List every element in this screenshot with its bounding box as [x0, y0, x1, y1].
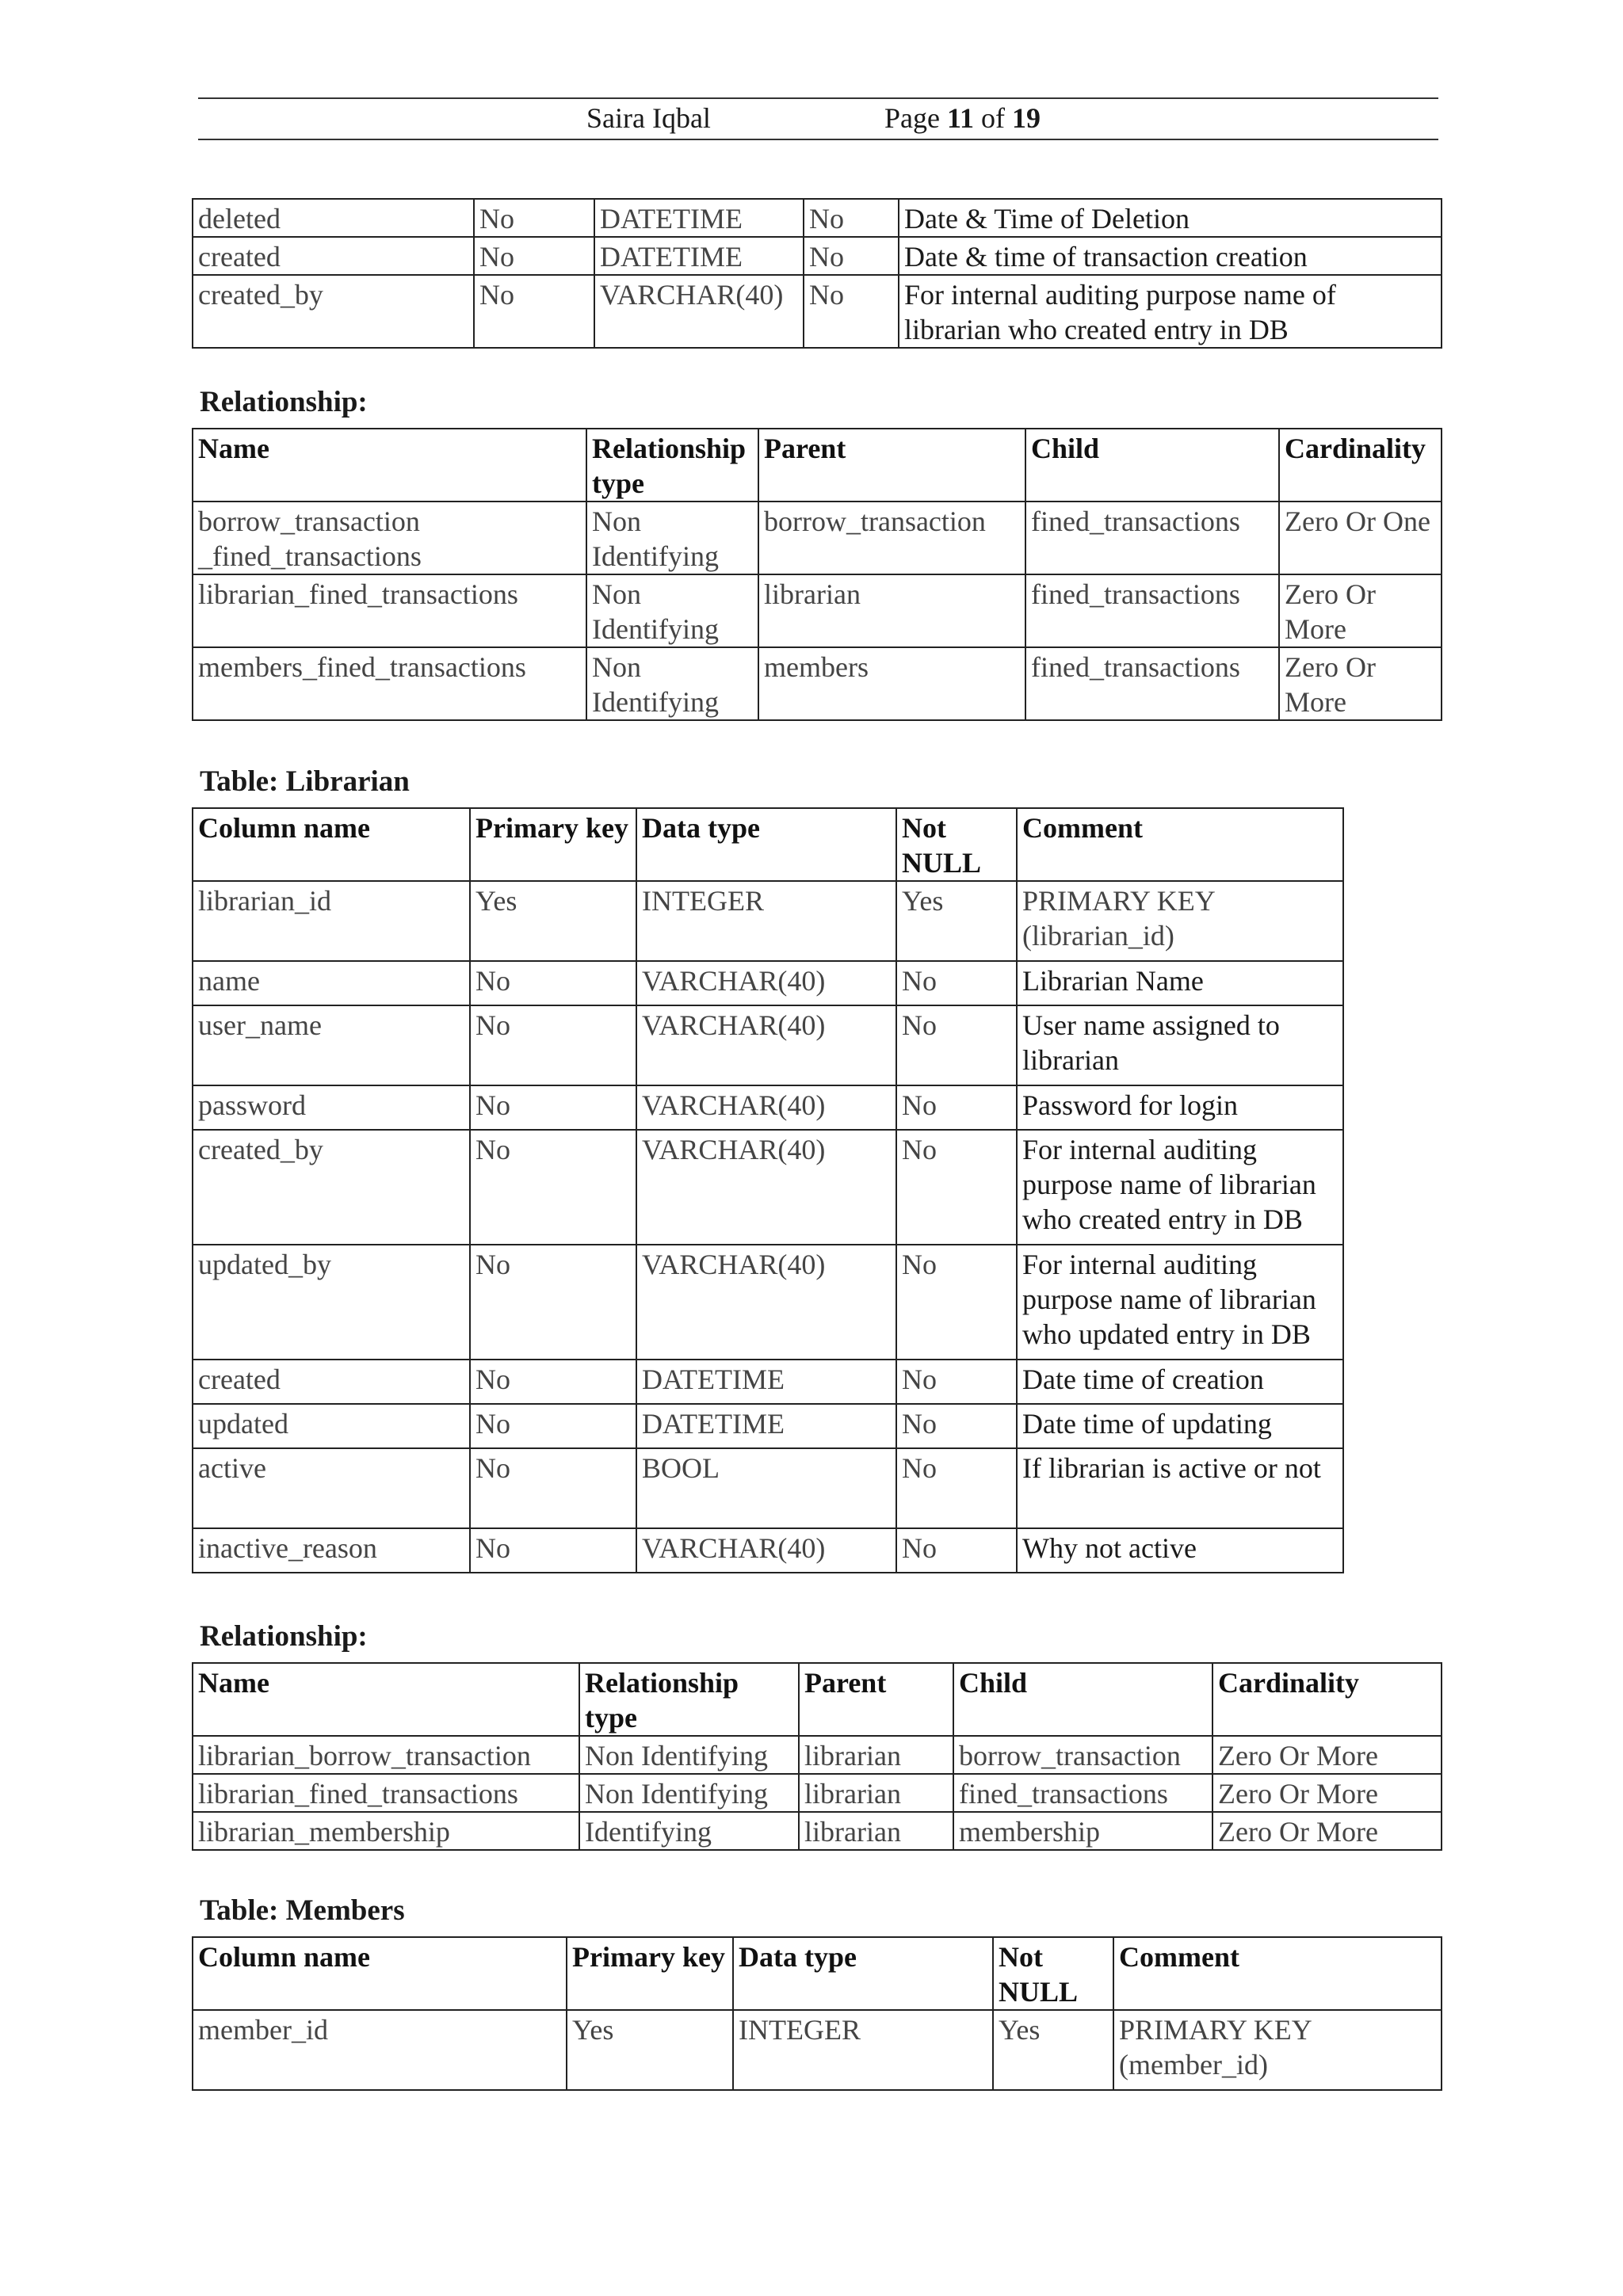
table-cell: No: [896, 1085, 1017, 1130]
table-cell: VARCHAR(40): [636, 961, 896, 1005]
table-header-row: [193, 808, 1343, 881]
table-cell: Why not active: [1017, 1528, 1343, 1573]
table-cell: Zero Or One: [1279, 502, 1442, 574]
column-header: Not NULL: [993, 1937, 1113, 2010]
fined-transactions-columns-table: [192, 198, 1442, 349]
table-cell: Librarian Name: [1017, 961, 1343, 1005]
table-cell: Identifying: [579, 1812, 799, 1850]
table-cell: No: [470, 1404, 636, 1448]
table-cell: No: [470, 961, 636, 1005]
table-cell: created: [193, 237, 474, 275]
column-header: Cardinality: [1279, 429, 1442, 502]
table-cell: fined_transactions: [1025, 574, 1279, 647]
table-row: [193, 1245, 1343, 1360]
table-cell: Zero Or More: [1279, 574, 1442, 647]
fined-transactions-relationship-table: [192, 428, 1442, 721]
table-header-row: [193, 1937, 1442, 2010]
column-header: Column name: [193, 808, 470, 881]
table-header-row: [193, 429, 1442, 502]
table-row: [193, 1005, 1343, 1085]
table-row: [193, 574, 1442, 647]
column-header: Comment: [1017, 808, 1343, 881]
table-cell: librarian_membership: [193, 1812, 579, 1850]
table-cell: members: [758, 647, 1025, 720]
table-cell: name: [193, 961, 470, 1005]
table-cell: fined_transactions: [1025, 647, 1279, 720]
table-row: [193, 237, 1442, 275]
table-row: [193, 1360, 1343, 1404]
column-header: Child: [1025, 429, 1279, 502]
table-cell: members_fined_transactions: [193, 647, 586, 720]
table-cell: No: [470, 1085, 636, 1130]
table-row: [193, 2010, 1442, 2090]
table-cell: Zero Or More: [1212, 1736, 1442, 1774]
librarian-relationship-table: [192, 1662, 1442, 1851]
table-cell: No: [804, 199, 899, 237]
table-cell: DATETIME: [594, 237, 804, 275]
table-cell: user_name: [193, 1005, 470, 1085]
table-cell: PRIMARY KEY (librarian_id): [1017, 881, 1343, 961]
table-cell: No: [804, 237, 899, 275]
table-cell: No: [470, 1005, 636, 1085]
header-bottom-rule: [198, 139, 1438, 140]
relationship-title: Relationship:: [200, 386, 368, 418]
table-cell: No: [896, 1404, 1017, 1448]
table-cell: No: [474, 199, 594, 237]
librarian-table-title: Table: Librarian: [200, 765, 410, 798]
table-cell: Zero Or More: [1212, 1812, 1442, 1850]
table-cell: No: [896, 1360, 1017, 1404]
table-cell: VARCHAR(40): [636, 1005, 896, 1085]
table-cell: Yes: [896, 881, 1017, 961]
table-cell: No: [896, 1448, 1017, 1528]
table-cell: updated_by: [193, 1245, 470, 1360]
table-cell: Password for login: [1017, 1085, 1343, 1130]
column-header: Cardinality: [1212, 1663, 1442, 1736]
table-cell: Date time of updating: [1017, 1404, 1343, 1448]
table-row: [193, 1448, 1343, 1528]
table-cell: For internal auditing purpose name of librarian who created entry in DB: [899, 275, 1442, 348]
table-cell: INTEGER: [733, 2010, 993, 2090]
table-cell: fined_transactions: [1025, 502, 1279, 574]
table-cell: librarian: [799, 1812, 953, 1850]
table-cell: Yes: [993, 2010, 1113, 2090]
column-header: Data type: [733, 1937, 993, 2010]
table-cell: Non Identifying: [586, 502, 758, 574]
table-cell: DATETIME: [636, 1404, 896, 1448]
table-cell: No: [470, 1448, 636, 1528]
column-header: Primary key: [567, 1937, 733, 2010]
table-cell: Yes: [567, 2010, 733, 2090]
column-header: Relationship type: [579, 1663, 799, 1736]
table-cell: borrow_transaction _fined_transactions: [193, 502, 586, 574]
table-cell: created: [193, 1360, 470, 1404]
table-row: [193, 199, 1442, 237]
table-row: [193, 1130, 1343, 1245]
table-cell: inactive_reason: [193, 1528, 470, 1573]
page-number: Page 11 of 19: [884, 102, 1041, 134]
table-cell: DATETIME: [594, 199, 804, 237]
column-header: Relationship type: [586, 429, 758, 502]
table-cell: borrow_transaction: [953, 1736, 1212, 1774]
column-header: Column name: [193, 1937, 567, 2010]
table-cell: BOOL: [636, 1448, 896, 1528]
table-cell: created_by: [193, 275, 474, 348]
table-row: [193, 961, 1343, 1005]
header-top-rule: [198, 97, 1438, 99]
table-cell: Date & time of transaction creation: [899, 237, 1442, 275]
column-header: Name: [193, 429, 586, 502]
table-cell: Non Identifying: [586, 647, 758, 720]
table-cell: DATETIME: [636, 1360, 896, 1404]
table-cell: Date & Time of Deletion: [899, 199, 1442, 237]
table-cell: librarian: [758, 574, 1025, 647]
table-cell: VARCHAR(40): [636, 1245, 896, 1360]
table-row: [193, 1404, 1343, 1448]
table-cell: No: [470, 1528, 636, 1573]
table-cell: active: [193, 1448, 470, 1528]
table-cell: librarian_borrow_transaction: [193, 1736, 579, 1774]
column-header: Parent: [799, 1663, 953, 1736]
table-cell: membership: [953, 1812, 1212, 1850]
column-header: Not NULL: [896, 808, 1017, 881]
table-cell: No: [896, 1245, 1017, 1360]
column-header: Comment: [1113, 1937, 1442, 2010]
members-table: [192, 1936, 1442, 2091]
table-cell: No: [896, 1528, 1017, 1573]
table-cell: VARCHAR(40): [636, 1130, 896, 1245]
table-cell: VARCHAR(40): [594, 275, 804, 348]
members-table-title: Table: Members: [200, 1894, 405, 1927]
table-cell: updated: [193, 1404, 470, 1448]
table-cell: For internal auditing purpose name of librarian who created entry in DB: [1017, 1130, 1343, 1245]
table-cell: librarian_fined_transactions: [193, 1774, 579, 1812]
table-cell: No: [470, 1360, 636, 1404]
table-cell: librarian: [799, 1774, 953, 1812]
table-cell: No: [470, 1245, 636, 1360]
table-cell: PRIMARY KEY (member_id): [1113, 2010, 1442, 2090]
table-cell: member_id: [193, 2010, 567, 2090]
table-cell: Non Identifying: [579, 1774, 799, 1812]
table-cell: librarian: [799, 1736, 953, 1774]
column-header: Child: [953, 1663, 1212, 1736]
table-cell: Zero Or More: [1279, 647, 1442, 720]
table-cell: Yes: [470, 881, 636, 961]
table-cell: No: [474, 237, 594, 275]
table-cell: No: [896, 961, 1017, 1005]
table-row: [193, 1736, 1442, 1774]
table-cell: No: [896, 1005, 1017, 1085]
table-row: [193, 881, 1343, 961]
table-cell: librarian_fined_transactions: [193, 574, 586, 647]
table-cell: Date time of creation: [1017, 1360, 1343, 1404]
table-cell: INTEGER: [636, 881, 896, 961]
table-header-row: [193, 1663, 1442, 1736]
table-cell: VARCHAR(40): [636, 1528, 896, 1573]
table-row: [193, 1528, 1343, 1573]
table-cell: deleted: [193, 199, 474, 237]
table-row: [193, 275, 1442, 348]
table-cell: For internal auditing purpose name of librarian who updated entry in DB: [1017, 1245, 1343, 1360]
table-cell: If librarian is active or not: [1017, 1448, 1343, 1528]
table-cell: created_by: [193, 1130, 470, 1245]
table-row: [193, 647, 1442, 720]
table-cell: borrow_transaction: [758, 502, 1025, 574]
table-cell: No: [474, 275, 594, 348]
column-header: Parent: [758, 429, 1025, 502]
table-cell: VARCHAR(40): [636, 1085, 896, 1130]
table-cell: No: [896, 1130, 1017, 1245]
table-cell: fined_transactions: [953, 1774, 1212, 1812]
table-cell: User name assigned to librarian: [1017, 1005, 1343, 1085]
table-cell: No: [804, 275, 899, 348]
table-cell: password: [193, 1085, 470, 1130]
table-cell: librarian_id: [193, 881, 470, 961]
table-cell: Non Identifying: [579, 1736, 799, 1774]
table-row: [193, 1774, 1442, 1812]
relationship-title: Relationship:: [200, 1620, 368, 1653]
column-header: Name: [193, 1663, 579, 1736]
table-cell: Zero Or More: [1212, 1774, 1442, 1812]
header-author: Saira Iqbal: [586, 102, 711, 134]
column-header: Primary key: [470, 808, 636, 881]
table-cell: Non Identifying: [586, 574, 758, 647]
table-row: [193, 1812, 1442, 1850]
page-header: [198, 101, 1438, 139]
column-header: Data type: [636, 808, 896, 881]
table-row: [193, 1085, 1343, 1130]
table-cell: No: [470, 1130, 636, 1245]
table-row: [193, 502, 1442, 574]
librarian-table: [192, 807, 1344, 1573]
